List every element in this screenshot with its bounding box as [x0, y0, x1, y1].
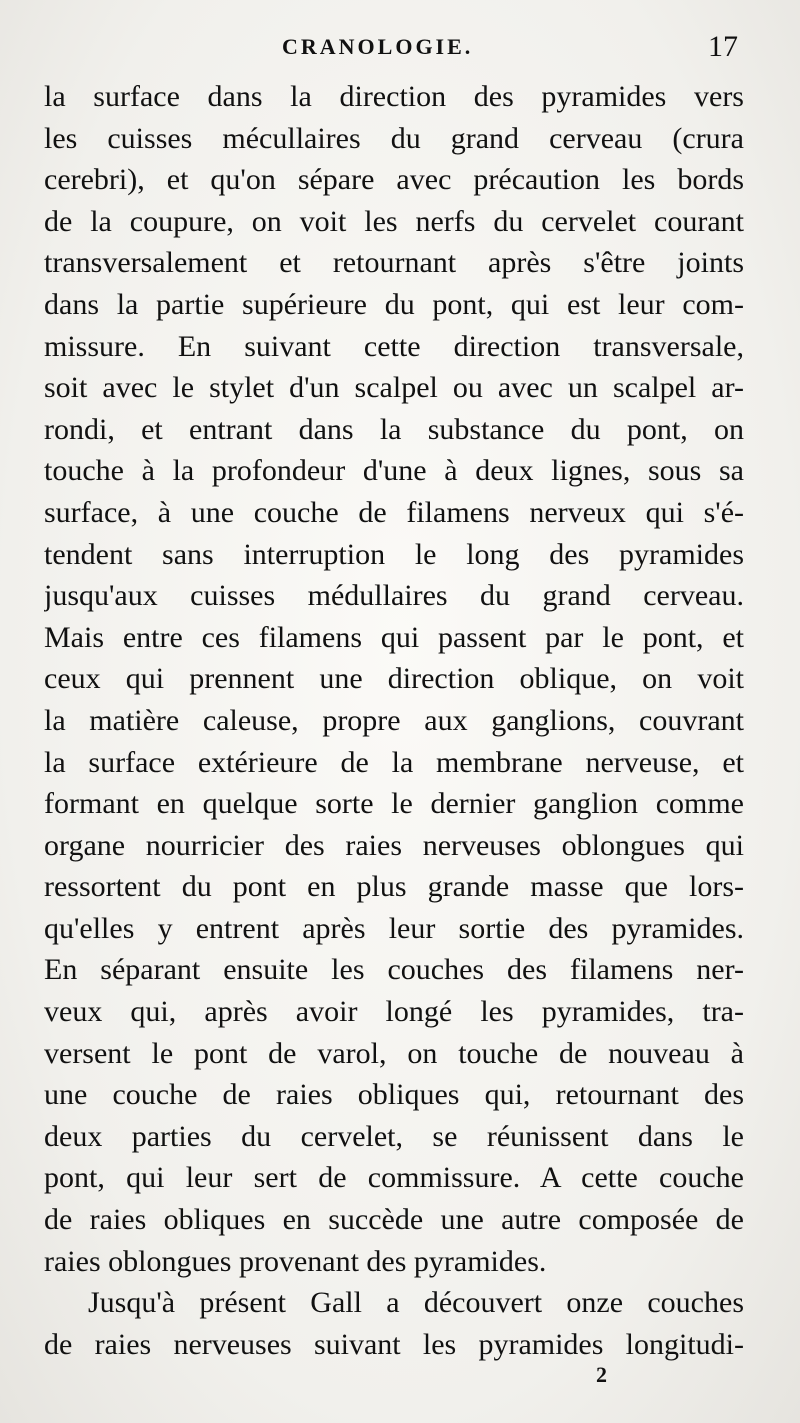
text-line: de la coupure, on voit les nerfs du cervelet courant	[44, 204, 744, 238]
body-text	[44, 76, 744, 1365]
text-line: raies oblongues provenant des pyramides.	[44, 1244, 547, 1278]
text-line: qu'elles y entrent après leur sortie des pyramides.	[44, 911, 744, 945]
text-line: Jusqu'à présent Gall a découvert onze couches	[88, 1286, 744, 1320]
text-line: transversalement et retournant après s'être joints	[44, 246, 744, 280]
text-line: ceux qui prennent une direction oblique, on voit	[44, 662, 744, 696]
text-line: missure. En suivant cette direction transversale,	[44, 329, 744, 363]
text-line: touche à la profondeur d'une à deux lignes, sous sa	[44, 454, 744, 488]
text-line: deux parties du cervelet, se réunissent dans le	[44, 1119, 744, 1153]
text-line: les cuisses mécullaires du grand cerveau (crura	[44, 121, 744, 155]
text-line: jusqu'aux cuisses médullaires du grand cerveau.	[44, 579, 744, 613]
text-line: organe nourricier des raies nerveuses oblongues qui	[44, 828, 744, 862]
text-line: une couche de raies obliques qui, retournant des	[44, 1078, 744, 1112]
text-line: la matière caleuse, propre aux ganglions, couvrant	[44, 703, 744, 737]
text-line: rondi, et entrant dans la substance du pont, on	[44, 412, 744, 446]
text-line: dans la partie supérieure du pont, qui est leur com-	[44, 287, 744, 321]
signature-mark: 2	[596, 1362, 607, 1387]
running-head	[0, 30, 800, 66]
text-line: la surface extérieure de la membrane nerveuse, et	[44, 745, 744, 779]
text-line: formant en quelque sorte le dernier ganglion comme	[44, 787, 744, 821]
running-title: CRANOLOGIE.	[282, 34, 474, 59]
text-line: versent le pont de varol, on touche de nouveau à	[44, 1036, 744, 1070]
text-line: de raies obliques en succède une autre composée de	[44, 1203, 744, 1237]
text-line: de raies nerveuses suivant les pyramides longitudi-	[44, 1327, 744, 1361]
page-number: 17	[708, 30, 738, 63]
text-line: ressortent du pont en plus grande masse que lors-	[44, 870, 744, 904]
text-line: la surface dans la direction des pyramides vers	[44, 80, 744, 113]
text-line: Mais entre ces filamens qui passent par le pont, et	[44, 620, 744, 654]
text-line: soit avec le stylet d'un scalpel ou avec un scalpel ar-	[44, 371, 744, 405]
text-line: veux qui, après avoir longé les pyramides, tra-	[44, 995, 744, 1029]
text-line: En séparant ensuite les couches des filamens ner-	[44, 953, 744, 987]
text-line: surface, à une couche de filamens nerveux qui s'é-	[44, 495, 744, 529]
text-line: tendent sans interruption le long des pyramides	[44, 537, 744, 571]
text-line: cerebri), et qu'on sépare avec précaution les bords	[44, 163, 744, 197]
text-line: pont, qui leur sert de commissure. A cette couche	[44, 1161, 744, 1195]
